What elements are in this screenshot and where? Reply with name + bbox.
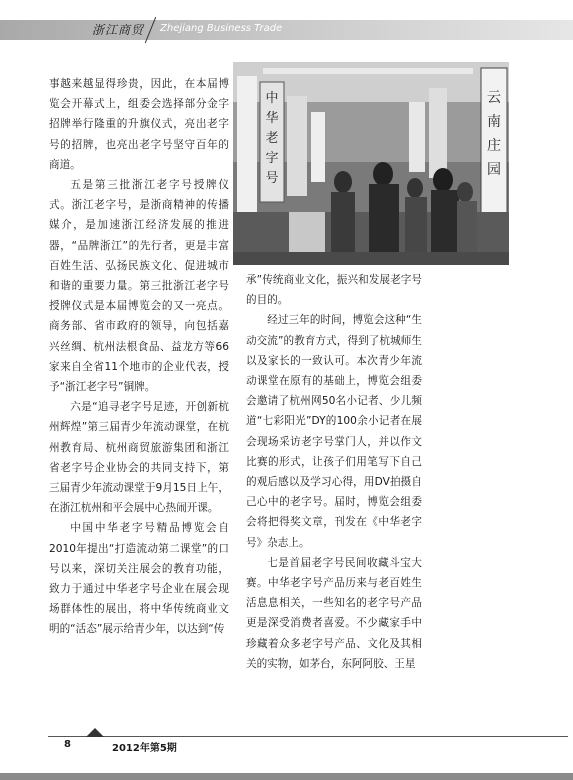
- banner-char: 中: [265, 91, 279, 106]
- page-footer: [0, 724, 573, 780]
- banner-char: 园: [487, 162, 501, 178]
- header-band: [0, 20, 573, 40]
- paragraph: 经过三年的时间，博览会这种“生动交流”的教育方式，得到了杭城师生以及家长的一致认可。本次青少年流动课堂在原有的基础上，博览会组委会邀请了杭州网50名小记者、少儿频道“七彩阳光”DY的100余小记者在展会现场采访老字号掌门人，并以作文比赛的形式，让孩子们用笔写下自己的观后感以及学习心得，用DV拍摄自己心中的老字号。届时，博览会组委会将把得奖文章，刊发在《中华老字号》杂志上。: [246, 314, 422, 549]
- banner-char: 庄: [487, 138, 501, 154]
- paragraph: 中国中华老字号精品博览会自2010年提出“打造流动第二课堂”的口号以来，深切关注展会的教育功能，致力于通过中华老字号企业在展会现场群体性的展出，将中华传统商业文明的“活态”展示给青少年，以达到“传: [49, 522, 229, 636]
- banner-char: 云: [487, 90, 501, 106]
- magazine-english-name: Zhejiang Business Trade: [160, 23, 283, 34]
- paragraph: 事越来越显得珍贵，因此，在本届博览会开幕式上，组委会选择部分金字招牌举行隆重的升旗仪式，亮出老字号的招牌，也亮出老字号坚守百年的商道。: [49, 78, 229, 171]
- banner-char: 号: [265, 171, 279, 186]
- footer-ornament: [86, 728, 104, 737]
- footer-band: [0, 773, 573, 780]
- banner-char: 南: [487, 114, 501, 130]
- article-column-left: [49, 74, 229, 640]
- banner-char: 字: [265, 151, 279, 166]
- banner-char: 老: [265, 131, 279, 146]
- magazine-brand: 浙江商贸: [92, 23, 145, 37]
- article-column-right: [246, 270, 422, 674]
- paragraph: 五是第三批浙江老字号授牌仪式。浙江老字号，是浙商精神的传播媒介，是加速浙江经济发展的推进器，“品牌浙江”的先行者，更是丰富百姓生活、弘扬民族文化、促进城市和谐的重要力量。第三批浙江老字号授牌仪式是本届博览会的又一亮点。商务部、省市政府的领导，向包括嘉兴丝绸、杭州法根食品、益龙方等66家来自全省11个地市的企业代表，授予“浙江老字号”铜牌。: [49, 179, 229, 394]
- photo-illustration: [233, 62, 509, 265]
- paragraph: 七是首届老字号民间收藏斗宝大赛。中华老字号产品历来与老百姓生活息息相关，一些知名的老字号产品更是深受消费者喜爱。不少藏家手中珍藏着众多老字号产品、文化及其相关的实物，如茅台，东阿阿胶、王星: [246, 556, 422, 670]
- page-header: [0, 0, 573, 48]
- footer-rule: [48, 736, 568, 737]
- banner-char: 华: [265, 111, 279, 126]
- issue-label: 2012年第5期: [112, 743, 177, 754]
- page-number: 8: [64, 739, 71, 750]
- paragraph: 六是“追寻老字号足迹，开创新杭州辉煌”第三届青少年流动课堂，在杭州教育局、杭州商贸旅游集团和浙江省老字号企业协会的共同支持下，第三届青少年流动课堂于9月15日上午，在浙江杭州和平会展中心热闹开课。: [49, 401, 229, 515]
- paragraph: 承”传统商业文化，振兴和发展老字号的目的。: [246, 274, 422, 307]
- exhibition-photo: [233, 62, 509, 265]
